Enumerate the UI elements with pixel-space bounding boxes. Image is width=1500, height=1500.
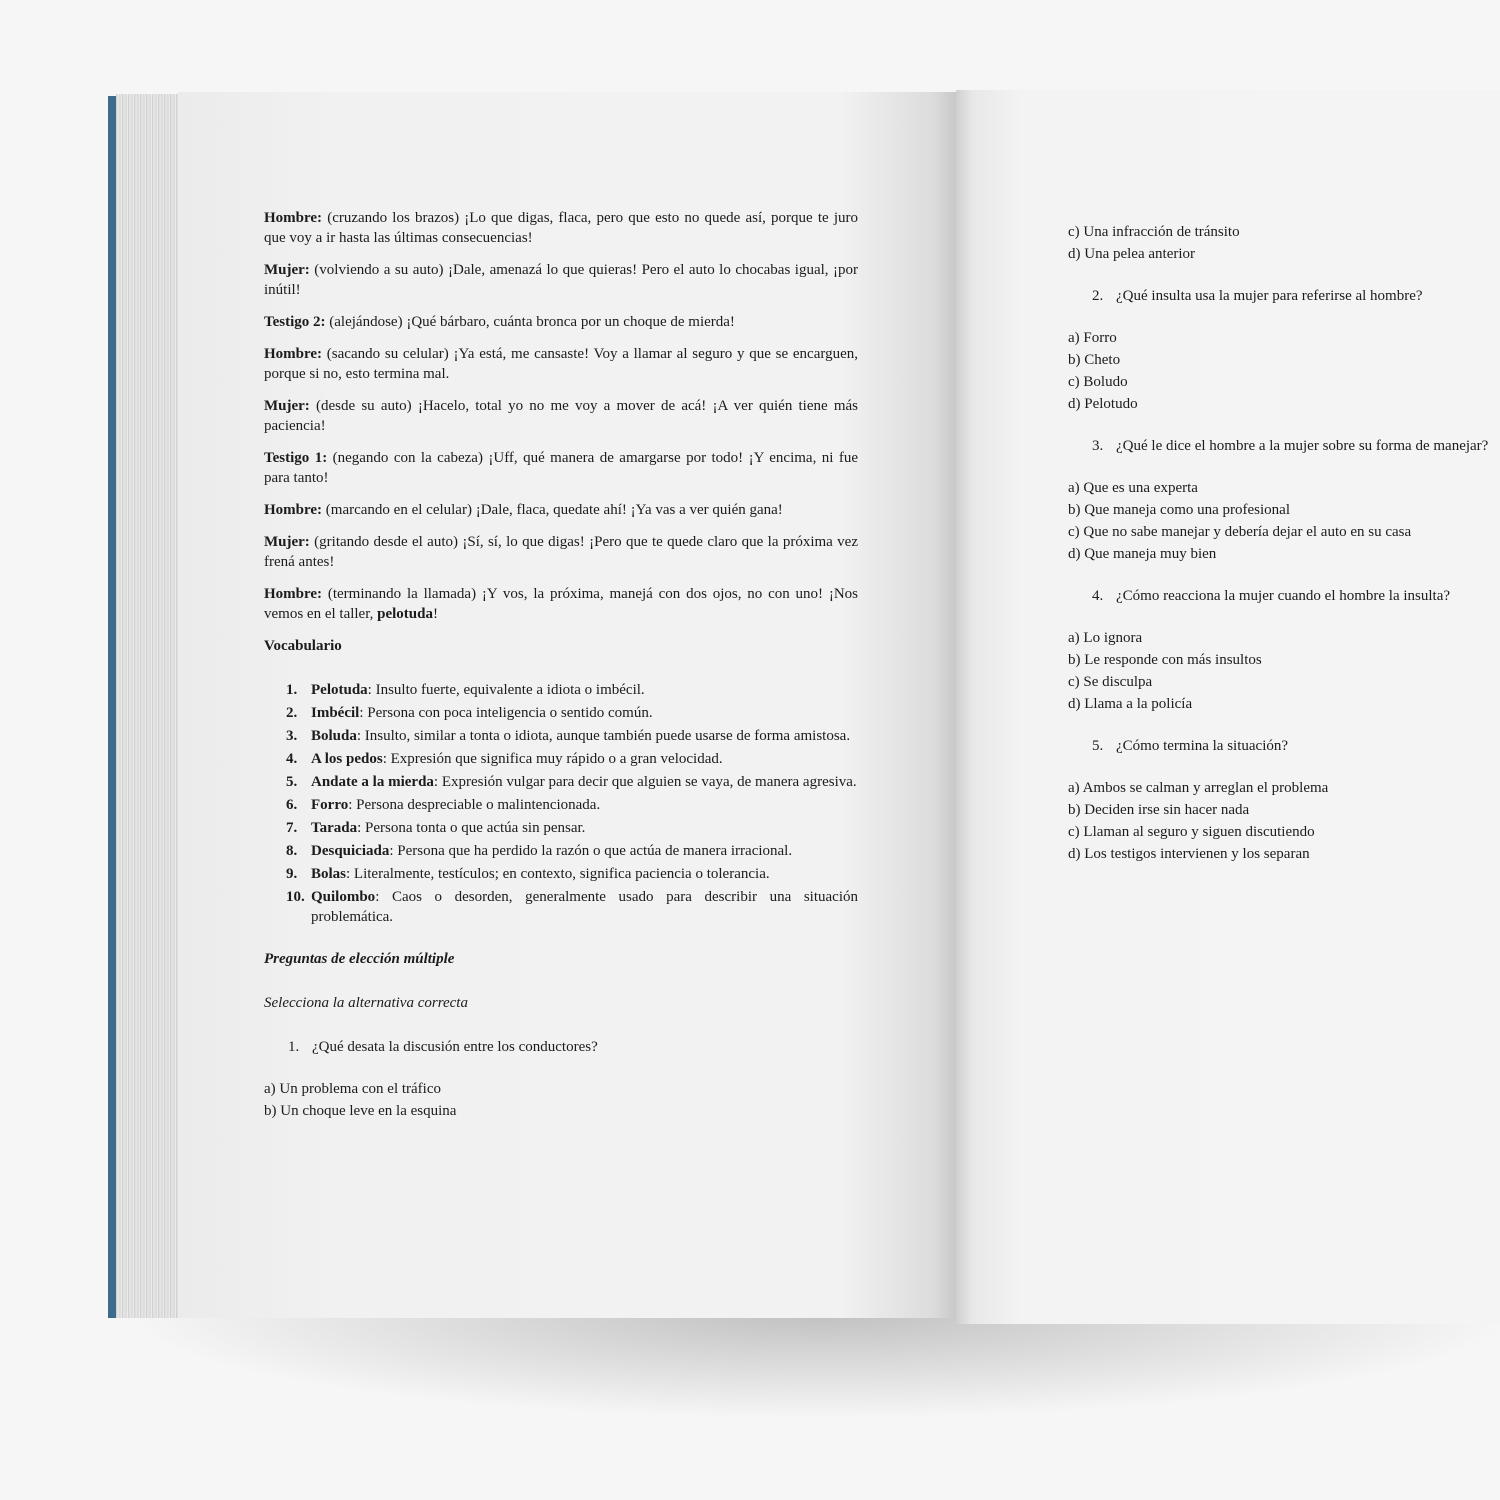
question-text: ¿Qué desata la discusión entre los conductores?: [312, 1039, 598, 1055]
line-text: (negando con la cabeza) ¡Uff, qué manera de amargarse por todo! ¡Y encima, ni fue para tanto!: [264, 450, 858, 486]
vocab-term: Tarada: [311, 820, 358, 836]
dialogue-line: [264, 344, 858, 384]
option: d) Llama a la policía: [1068, 696, 1193, 712]
option: c) Que no sabe manejar y debería dejar el auto en su casa: [1068, 524, 1412, 540]
speaker: Hombre:: [264, 586, 323, 602]
vocab-num: 2.: [286, 705, 298, 721]
vocab-term: Bolas: [311, 866, 347, 882]
vocab-num: 5.: [286, 774, 298, 790]
question-num: 1.: [288, 1039, 300, 1055]
line-text: (cruzando los brazos) ¡Lo que digas, flaca, pero que esto no quede así, porque te juro que voy a ir hasta las últimas consecuencias!: [264, 210, 858, 246]
vocab-num: 6.: [286, 797, 298, 813]
speaker: Hombre:: [264, 346, 323, 362]
option: a) Un problema con el tráfico: [264, 1081, 442, 1097]
vocab-term: Andate a la mierda: [311, 774, 434, 790]
speaker: Mujer:: [264, 398, 310, 414]
line-text: (volviendo a su auto) ¡Dale, amenazá lo que quieras! Pero el auto lo chocabas igual, ¡por inútil!: [264, 262, 858, 298]
option: b) Deciden irse sin hacer nada: [1068, 802, 1250, 818]
vocab-num: 1.: [286, 682, 298, 698]
option: c) Una infracción de tránsito: [1068, 224, 1240, 240]
vocab-term: A los pedos: [311, 751, 383, 767]
vocab-num: 3.: [286, 728, 298, 744]
question-5: [1068, 736, 1500, 756]
line-text: (marcando en el celular) ¡Dale, flaca, quedate ahí! ¡Ya vas a ver quién gana!: [322, 502, 783, 518]
speaker: Testigo 1:: [264, 450, 328, 466]
line-text: (desde su auto) ¡Hacelo, total yo no me voy a mover de acá! ¡A ver quién tiene más paciencia!: [264, 398, 858, 434]
option: a) Lo ignora: [1068, 630, 1143, 646]
dialogue: [264, 208, 858, 624]
vocab-item: [264, 703, 858, 723]
vocab-num: 8.: [286, 843, 298, 859]
speaker: Mujer:: [264, 534, 310, 550]
dialogue-line: [264, 584, 858, 624]
option: b) Le responde con más insultos: [1068, 652, 1262, 668]
vocab-term: Boluda: [311, 728, 357, 744]
mc-instruction: Selecciona la alternativa correcta: [264, 995, 468, 1011]
option: c) Se disculpa: [1068, 674, 1153, 690]
vocab-term: Imbécil: [311, 705, 360, 721]
dialogue-line: [264, 312, 858, 332]
option: b) Que maneja como una profesional: [1068, 502, 1291, 518]
vocab-item: [264, 726, 858, 746]
question-4: [1068, 586, 1500, 606]
dialogue-line: [264, 500, 858, 520]
line-end: !: [432, 606, 438, 622]
dialogue-line: [264, 396, 858, 436]
vocab-heading: Vocabulario: [264, 638, 342, 654]
vocab-def: : Persona despreciable o malintencionada.: [348, 797, 601, 813]
line-text: (sacando su celular) ¡Ya está, me cansaste! Voy a llamar al seguro y que se encarguen, porque si no, esto termina mal.: [264, 346, 858, 382]
speaker: Testigo 2:: [264, 314, 326, 330]
option: b) Cheto: [1068, 352, 1121, 368]
vocab-def: : Persona tonta o que actúa sin pensar.: [357, 820, 586, 836]
vocab-num: 9.: [286, 866, 298, 882]
option: d) Una pelea anterior: [1068, 246, 1196, 262]
vocab-def: : Insulto fuerte, equivalente a idiota o imbécil.: [367, 682, 645, 698]
question-text: ¿Cómo termina la situación?: [1116, 738, 1289, 754]
line-text: (alejándose) ¡Qué bárbaro, cuánta bronca por un choque de mierda!: [325, 314, 735, 330]
option: d) Los testigos intervienen y los separan: [1068, 846, 1310, 862]
vocab-term: Forro: [311, 797, 349, 813]
vocab-item: [264, 795, 858, 815]
vocab-list: [264, 680, 858, 927]
dialogue-line: [264, 260, 858, 300]
option: c) Llaman al seguro y siguen discutiendo: [1068, 824, 1315, 840]
vocab-item: [264, 818, 858, 838]
question-1: [264, 1037, 858, 1057]
question-num: 4.: [1092, 588, 1104, 604]
question-2: [1068, 286, 1500, 306]
question-3: [1068, 436, 1500, 456]
right-page-text: [1068, 222, 1500, 866]
speaker: Hombre:: [264, 502, 323, 518]
dialogue-line: [264, 448, 858, 488]
page-stack: [116, 94, 186, 1318]
vocab-num: 7.: [286, 820, 298, 836]
question-text: ¿Qué insulta usa la mujer para referirse al hombre?: [1116, 288, 1423, 304]
vocab-def: : Literalmente, testículos; en contexto, significa paciencia o tolerancia.: [346, 866, 770, 882]
question-num: 3.: [1092, 438, 1104, 454]
option: a) Forro: [1068, 330, 1117, 346]
question-text: ¿Qué le dice el hombre a la mujer sobre su forma de manejar?: [1116, 438, 1489, 454]
vocab-def: : Persona que ha perdido la razón o que actúa de manera irracional.: [389, 843, 793, 859]
vocab-item: [264, 680, 858, 700]
vocab-def: : Expresión que significa muy rápido o a gran velocidad.: [382, 751, 723, 767]
speaker: Mujer:: [264, 262, 310, 278]
vocab-def: : Caos o desorden, generalmente usado para describir una situación problemática.: [311, 889, 858, 925]
dialogue-line: [264, 532, 858, 572]
vocab-item: [264, 841, 858, 861]
dialogue-line: [264, 208, 858, 248]
vocab-item: [264, 864, 858, 884]
mc-heading: Preguntas de elección múltiple: [264, 951, 455, 967]
option: a) Que es una experta: [1068, 480, 1198, 496]
speaker: Hombre:: [264, 210, 323, 226]
vocab-def: : Insulto, similar a tonta o idiota, aunque también puede usarse de forma amistosa.: [356, 728, 851, 744]
vocab-term: Pelotuda: [311, 682, 368, 698]
question-num: 5.: [1092, 738, 1104, 754]
vocab-term: Quilombo: [311, 889, 376, 905]
vocab-num: 4.: [286, 751, 298, 767]
vocab-def: : Expresión vulgar para decir que alguien se vaya, de manera agresiva.: [433, 774, 857, 790]
option: d) Pelotudo: [1068, 396, 1138, 412]
option: c) Boludo: [1068, 374, 1128, 390]
line-text: (terminando la llamada) ¡Y vos, la próxima, manejá con dos ojos, no con uno! ¡Nos vemos en el taller,: [264, 586, 858, 622]
option: b) Un choque leve en la esquina: [264, 1103, 457, 1119]
vocab-item: [264, 772, 858, 792]
vocab-def: : Persona con poca inteligencia o sentido común.: [359, 705, 653, 721]
left-page-text: [264, 208, 858, 1123]
line-text: (gritando desde el auto) ¡Sí, sí, lo que digas! ¡Pero que te quede claro que la próxima vez frená antes!: [264, 534, 858, 570]
bold-word: pelotuda: [377, 606, 433, 622]
vocab-item: [264, 749, 858, 769]
vocab-term: Desquiciada: [311, 843, 390, 859]
question-num: 2.: [1092, 288, 1104, 304]
option: a) Ambos se calman y arreglan el problema: [1068, 780, 1329, 796]
vocab-item: [264, 887, 858, 927]
vocab-num: 10.: [286, 889, 305, 905]
question-text: ¿Cómo reacciona la mujer cuando el hombre la insulta?: [1116, 588, 1451, 604]
option: d) Que maneja muy bien: [1068, 546, 1217, 562]
